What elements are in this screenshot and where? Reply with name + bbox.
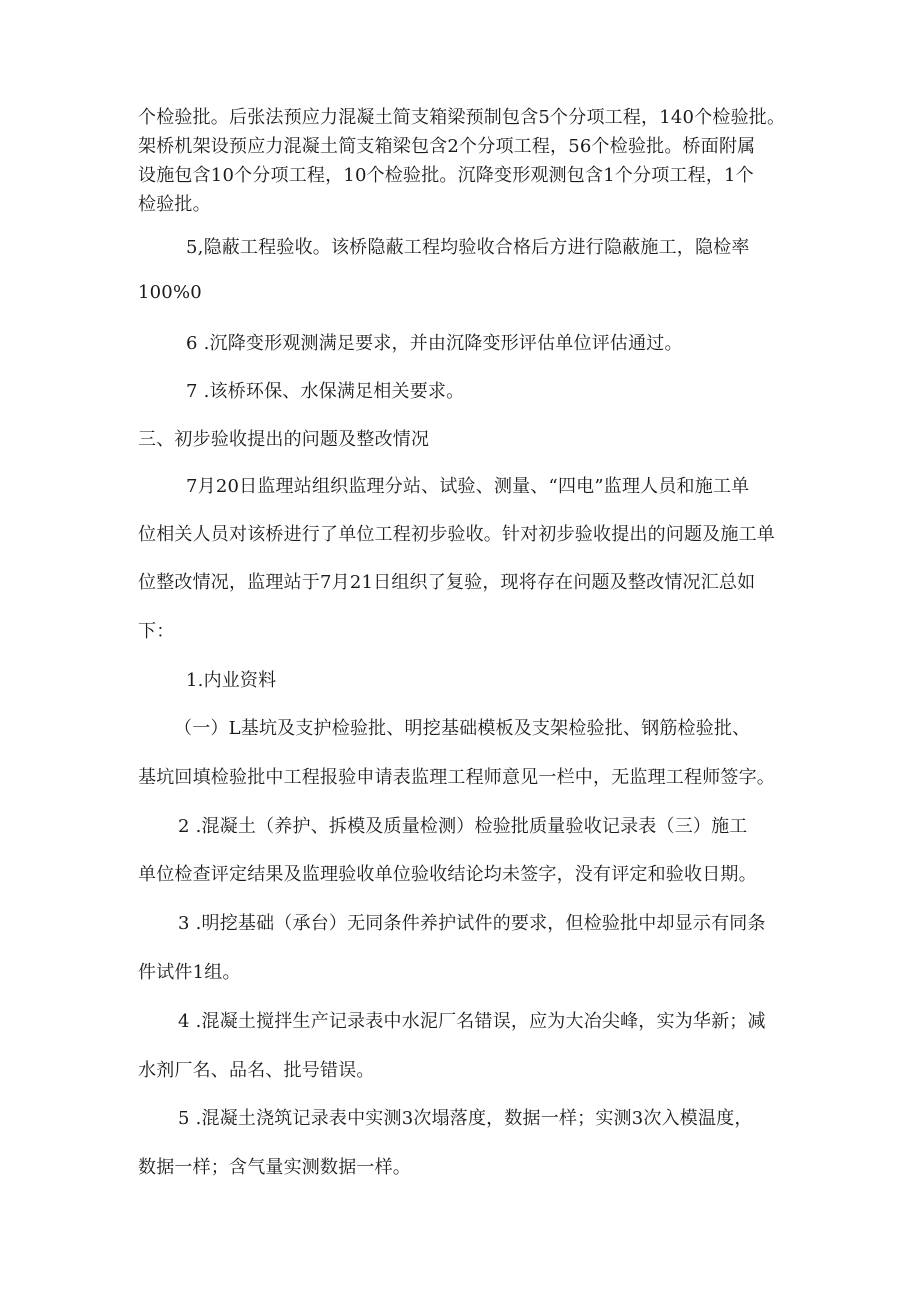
- sub-1-item-5-line-2: 数据一样；含气量实测数据一样。: [138, 1157, 411, 1178]
- item-7: 7 .该桥环保、水保满足相关要求。: [186, 381, 465, 402]
- text-line: 个检验批。后张法预应力混凝土简支箱梁预制包含5个分项工程，140个检验批。: [138, 107, 786, 128]
- sub-1-item-4-line-2: 水剂厂名、品名、批号错误。: [138, 1060, 375, 1081]
- item-6: 6 .沉降变形观测满足要求，并由沉降变形评估单位评估通过。: [186, 333, 683, 354]
- section-3-line-1: 7月20日监理站组织监理分站、试验、测量、“四电”监理人员和施工单: [186, 476, 750, 497]
- item-5-line-2: 100%0: [138, 282, 202, 303]
- intro-paragraph: [138, 103, 798, 219]
- sub-1-item-4-line-1: 4 .混凝土搅拌生产记录表中水泥厂名错误，应为大冶尖峰，实为华新；减: [178, 1011, 766, 1032]
- text-line: 检验批。: [138, 194, 211, 215]
- section-3-line-4: 下：: [138, 621, 175, 642]
- text-line: 架桥机架设预应力混凝土简支箱梁包含2个分项工程，56个检验批。桥面附属: [138, 136, 756, 157]
- sub-1-item-2-line-2: 单位检查评定结果及监理验收单位验收结论均未签字，没有评定和验收日期。: [138, 864, 757, 885]
- sub-1-item-3-line-2: 件试件1组。: [138, 962, 241, 983]
- sub-1-item-3-line-1: 3 .明挖基础（承台）无同条件养护试件的要求，但检验批中却显示有同条: [178, 913, 766, 934]
- section-3-line-3: 位整改情况，监理站于7月21日组织了复验，现将存在问题及整改情况汇总如: [138, 572, 756, 593]
- sub-1-item-5-line-1: 5 .混凝土浇筑记录表中实测3次塌落度，数据一样；实测3次入模温度，: [178, 1108, 753, 1129]
- section-3-heading: 三、初步验收提出的问题及整改情况: [138, 429, 430, 450]
- sub-1-item-1-line-2: 基坑回填检验批中工程报验申请表监理工程师意见一栏中，无监理工程师签字。: [138, 767, 775, 788]
- sub-1-item-1-line-1: （一）L基坑及支护检验批、明挖基础模板及支架检验批、钢筋检验批、: [174, 718, 751, 739]
- sub-1-heading: 1.内业资料: [186, 670, 277, 691]
- item-5-line-1: 5,隐蔽工程验收。该桥隐蔽工程均验收合格后方进行隐蔽施工，隐检率: [186, 237, 750, 258]
- section-3-line-2: 位相关人员对该桥进行了单位工程初步验收。针对初步验收提出的问题及施工单: [138, 524, 775, 545]
- text-line: 设施包含10个分项工程，10个检验批。沉降变形观测包含1个分项工程，1个: [138, 165, 754, 186]
- sub-1-item-2-line-1: 2 .混凝土（养护、拆模及质量检测）检验批质量验收记录表（三）施工: [178, 816, 748, 837]
